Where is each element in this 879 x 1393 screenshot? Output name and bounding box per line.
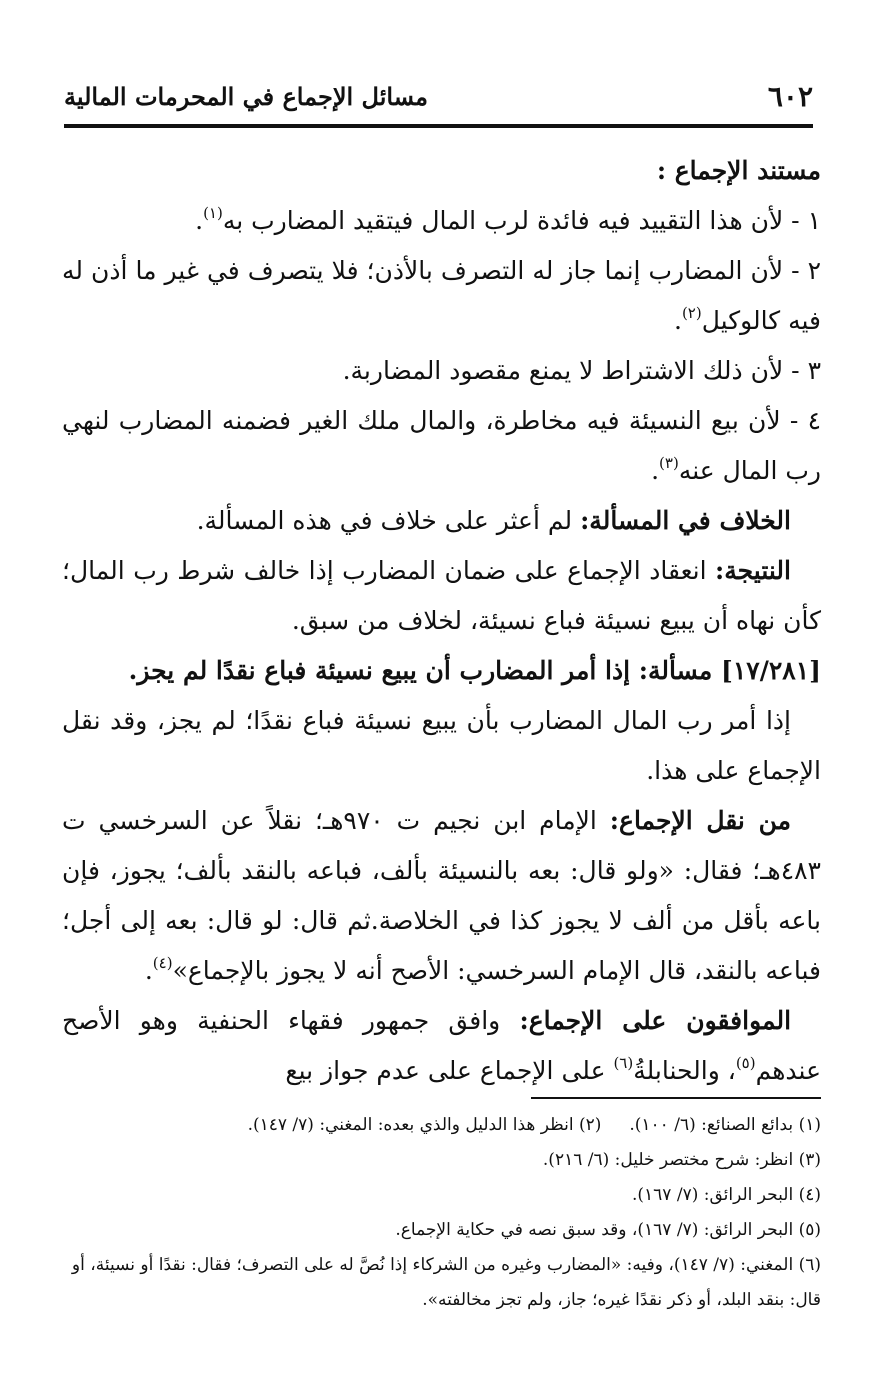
reason-2: ٢ - لأن المضارب إنما جاز له التصرف بالأذن؛ فلا يتصرف في غير ما أذن له فيه كالوكيل$^{(٢)}$.	[62, 256, 821, 335]
natija-paragraph	[62, 546, 821, 646]
reason-4: ٤ - لأن بيع النسيئة فيه مخاطرة، والمال ملك الغير فضمنه المضارب لنهي رب المال عنه$^{(٣)}$.	[62, 406, 821, 485]
khilaf-label: الخلاف في المسألة:	[580, 506, 791, 535]
footnote-4: (٤) البحر الرائق: (٧/ ١٦٧).	[631, 1185, 821, 1205]
reason-1: ١ - لأن هذا التقييد فيه فائدة لرب المال فيتقيد المضارب به$^{(١)}$.	[195, 204, 821, 235]
page-number: ٦٠٢	[767, 80, 813, 113]
naql-text: الإمام ابن نجيم ت ٩٧٠هـ؛ نقلاً عن السرخسي ت ٤٨٣هـ؛ فقال: «ولو قال: بعه بالنسيئة بألف، فباعه بالنقد بألف؛ يجوز، فإن باعه بأقل من ألف لا يجوز كذا في الخلاصة.ثم قال: لو قال: بعه إلى أجل؛ فباعه بالنقد، قال الإمام السرخسي: الأصح أنه لا يجوز بالإجماع»	[62, 806, 821, 985]
issue-title: مسألة: إذا أمر المضارب أن يبيع نسيئة فباع نقدًا لم يجز.	[128, 656, 713, 685]
main-text	[62, 146, 821, 1096]
footnote-line-1	[62, 1108, 821, 1143]
muwafiqun-label: الموافقون على الإجماع:	[519, 1006, 792, 1035]
footnote-ref-2[interactable]: (٢)	[681, 304, 702, 322]
issue-heading	[62, 646, 821, 696]
khilaf-text: لم أعثر على خلاف في هذه المسألة.	[196, 506, 573, 535]
reason-1-text: ١ - لأن هذا التقييد فيه فائدة لرب المال فيتقيد المضارب به	[222, 206, 821, 235]
footnote-1: (١) بدائع الصنائع: (٦/ ١٠٠).	[629, 1115, 821, 1135]
footnote-separator	[531, 1097, 821, 1099]
naql-paragraph: من نقل الإجماع: الإمام ابن نجيم ت ٩٧٠هـ؛ نقلاً عن السرخسي ت ٤٨٣هـ؛ فقال: «ولو قال: بعه بالنسيئة بألف، فباعه بالنقد بألف؛ يجوز، فإن باعه بأقل من ألف لا يجوز كذا في الخلاصة.ثم قال: لو قال: بعه إلى أجل؛ فباعه بالنقد، قال الإمام السرخسي: الأصح أنه لا يجوز بالإجماع»$^{(٤)}$.	[62, 806, 821, 985]
muwafiqun-mid: ، والحنابلةُ	[633, 1056, 736, 1085]
footnotes	[62, 1108, 821, 1318]
muwafiqun-paragraph	[62, 996, 821, 1096]
natija-text: انعقاد الإجماع على ضمان المضارب إذا خالف شرط رب المال؛ كأن نهاه أن يبيع نسيئة فباع نسيئة، لخلاف من سبق.	[62, 556, 821, 635]
running-title: مسائل الإجماع في المحرمات المالية	[64, 82, 428, 111]
muwafiqun-text: وافق جمهور فقهاء الحنفية وهو الأصح عندهم	[62, 1006, 821, 1085]
header-rule	[64, 124, 813, 128]
footnote-2: (٢) انظر هذا الدليل والذي بعده: المغني: (٧/ ١٤٧).	[247, 1115, 602, 1135]
issue-number: [١٧/٢٨١]	[721, 656, 821, 685]
natija-label: النتيجة:	[715, 556, 791, 585]
footnote-ref-1[interactable]: (١)	[203, 204, 223, 222]
muwafiqun-end: على الإجماع على عدم جواز بيع	[285, 1056, 606, 1085]
heading-mustanad: مستند الإجماع :	[656, 156, 821, 185]
reason-4-text: ٤ - لأن بيع النسيئة فيه مخاطرة، والمال ملك الغير فضمنه المضارب لنهي رب المال عنه	[62, 406, 821, 485]
issue-paragraph: إذا أمر رب المال المضارب بأن يبيع نسيئة فباع نقدًا؛ لم يجز، وقد نقل الإجماع على هذا.	[62, 706, 821, 785]
footnote-ref-5[interactable]: (٥)	[735, 1054, 756, 1072]
khilaf-paragraph	[62, 496, 821, 546]
reason-3: ٣ - لأن ذلك الاشتراط لا يمنع مقصود المضاربة.	[342, 356, 821, 385]
footnote-6: (٦) المغني: (٧/ ١٤٧)، وفيه: «المضارب وغيره من الشركاء إذا نُصَّ له على التصرف؛ فقال: نقدًا أو نسيئة، أو قال: بنقد البلد، أو ذكر نقدًا غيره؛ جاز، ولم تجز مخالفته».	[71, 1255, 821, 1310]
footnote-3: (٣) انظر: شرح مختصر خليل: (٦/ ٢١٦).	[542, 1150, 821, 1170]
footnote-ref-6[interactable]: (٦)	[613, 1054, 634, 1072]
naql-label: من نقل الإجماع:	[609, 806, 791, 835]
page-header	[64, 78, 813, 118]
reason-2-text: ٢ - لأن المضارب إنما جاز له التصرف بالأذن؛ فلا يتصرف في غير ما أذن له فيه كالوكيل	[62, 256, 821, 335]
footnote-ref-4[interactable]: (٤)	[152, 954, 173, 972]
footnote-ref-3[interactable]: (٣)	[659, 454, 679, 472]
footnote-5: (٥) البحر الرائق: (٧/ ١٦٧)، وقد سبق نصه في حكاية الإجماع.	[395, 1220, 821, 1240]
